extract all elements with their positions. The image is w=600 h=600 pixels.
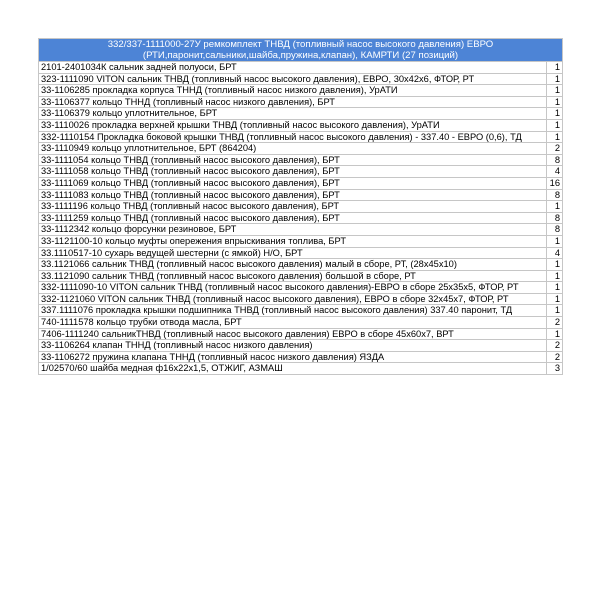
parts-list: [38, 38, 562, 375]
item-quantity: 3: [547, 363, 563, 375]
table-row: [39, 108, 563, 120]
item-quantity: 1: [547, 259, 563, 271]
item-quantity: 1: [547, 328, 563, 340]
item-name: 332-1111090-10 VITON сальник ТНВД (топливный насос высокого давления)-ЕВРО в сборе 25х35х5, ФТОР, РТ: [39, 282, 547, 294]
table-row: [39, 201, 563, 213]
item-quantity: 2: [547, 317, 563, 329]
header-row: [39, 39, 563, 62]
table-row: [39, 62, 563, 74]
item-quantity: 16: [547, 177, 563, 189]
table-row: [39, 131, 563, 143]
item-quantity: 4: [547, 247, 563, 259]
item-name: 33-1111259 кольцо ТНВД (топливный насос высокого давления), БРТ: [39, 212, 547, 224]
item-name: 33.1121090 сальник ТНВД (топливный насос высокого давления) большой в сборе, РТ: [39, 270, 547, 282]
table-row: [39, 270, 563, 282]
item-name: 33-1111069 кольцо ТНВД (топливный насос высокого давления), БРТ: [39, 177, 547, 189]
item-name: 2101-2401034К сальник задней полуоси, БРТ: [39, 62, 547, 74]
item-name: 33.1110517-10 сухарь ведущей шестерни (с ямкой) Н/О, БРТ: [39, 247, 547, 259]
item-name: 33-1111054 кольцо ТНВД (топливный насос высокого давления), БРТ: [39, 154, 547, 166]
table-row: [39, 305, 563, 317]
parts-table: [38, 38, 563, 375]
item-name: 33-1106264 клапан ТННД (топливный насос низкого давления): [39, 340, 547, 352]
table-row: [39, 85, 563, 97]
item-quantity: 1: [547, 270, 563, 282]
table-row: [39, 328, 563, 340]
item-quantity: 1: [547, 73, 563, 85]
table-row: [39, 224, 563, 236]
table-row: [39, 363, 563, 375]
item-quantity: 1: [547, 62, 563, 74]
item-quantity: 1: [547, 131, 563, 143]
parts-table-body: [39, 39, 563, 375]
item-quantity: 2: [547, 351, 563, 363]
item-name: 33-1106285 прокладка корпуса ТННД (топливный насос низкого давления), УрАТИ: [39, 85, 547, 97]
item-quantity: 1: [547, 201, 563, 213]
table-row: [39, 189, 563, 201]
item-name: 7406-1111240 сальникТНВД (топливный насос высокого давления) ЕВРО в сборе 45х60х7, ВРТ: [39, 328, 547, 340]
item-quantity: 4: [547, 166, 563, 178]
table-row: [39, 235, 563, 247]
table-row: [39, 340, 563, 352]
item-quantity: 8: [547, 224, 563, 236]
item-name: 33-1106272 пружина клапана ТННД (топливный насос низкого давления) ЯЗДА: [39, 351, 547, 363]
item-name: 33-1106377 кольцо ТННД (топливный насос низкого давления), БРТ: [39, 96, 547, 108]
table-row: [39, 154, 563, 166]
table-row: [39, 282, 563, 294]
item-quantity: 1: [547, 85, 563, 97]
item-quantity: 1: [547, 96, 563, 108]
table-row: [39, 351, 563, 363]
item-quantity: 8: [547, 189, 563, 201]
table-row: [39, 119, 563, 131]
table-row: [39, 177, 563, 189]
item-quantity: 2: [547, 340, 563, 352]
table-row: [39, 143, 563, 155]
item-quantity: 1: [547, 108, 563, 120]
item-name: 33-1111196 кольцо ТНВД (топливный насос высокого давления), БРТ: [39, 201, 547, 213]
item-quantity: 1: [547, 235, 563, 247]
item-quantity: 1: [547, 305, 563, 317]
table-row: [39, 259, 563, 271]
table-row: [39, 247, 563, 259]
item-name: 33-1121100-10 кольцо муфты опережения впрыскивания топлива, БРТ: [39, 235, 547, 247]
item-name: 33-1112342 кольцо форсунки резиновое, БРТ: [39, 224, 547, 236]
item-name: 33-1111058 кольцо ТНВД (топливный насос высокого давления), БРТ: [39, 166, 547, 178]
item-name: 1/02570/60 шайба медная ф16х22х1,5, ОТЖИГ, АЗМАШ: [39, 363, 547, 375]
item-quantity: 8: [547, 212, 563, 224]
kit-title: 332/337-1111000-27У ремкомплект ТНВД (топливный насос высокого давления) ЕВРО (РТИ,паронит,сальники,шайба,пружина,клапан), КАМРТИ (27 позиций): [39, 39, 563, 62]
item-name: 337.1111076 прокладка крышки подшипника ТНВД (топливный насос высокого давления) 337.40 паронит, ТД: [39, 305, 547, 317]
table-row: [39, 166, 563, 178]
item-name: 33-1106379 кольцо уплотнительное, БРТ: [39, 108, 547, 120]
item-quantity: 2: [547, 143, 563, 155]
item-quantity: 1: [547, 282, 563, 294]
table-row: [39, 96, 563, 108]
item-name: 740-1111578 кольцо трубки отвода масла, БРТ: [39, 317, 547, 329]
item-name: 33.1121066 сальник ТНВД (топливный насос высокого давления) малый в сборе, РТ, (28х45х10): [39, 259, 547, 271]
item-quantity: 8: [547, 154, 563, 166]
item-name: 33-1111083 кольцо ТНВД (топливный насос высокого давления), БРТ: [39, 189, 547, 201]
item-name: 323-1111090 VITON сальник ТНВД (топливный насос высокого давления), ЕВРО, 30х42х6, ФТОР, РТ: [39, 73, 547, 85]
item-name: 33-1110949 кольцо уплотнительное, БРТ (864204): [39, 143, 547, 155]
table-row: [39, 293, 563, 305]
item-quantity: 1: [547, 293, 563, 305]
item-quantity: 1: [547, 119, 563, 131]
item-name: 33-1110026 прокладка верхней крышки ТНВД (топливный насос высокого давления), УрАТИ: [39, 119, 547, 131]
item-name: 332-1121060 VITON сальник ТНВД (топливный насос высокого давления), ЕВРО в сборе 32х45х7, ФТОР, РТ: [39, 293, 547, 305]
item-name: 332-1110154 Прокладка боковой крышки ТНВД (топливный насос высокого давления) - 337.40 - ЕВРО (0,6), ТД: [39, 131, 547, 143]
table-row: [39, 212, 563, 224]
table-row: [39, 73, 563, 85]
table-row: [39, 317, 563, 329]
